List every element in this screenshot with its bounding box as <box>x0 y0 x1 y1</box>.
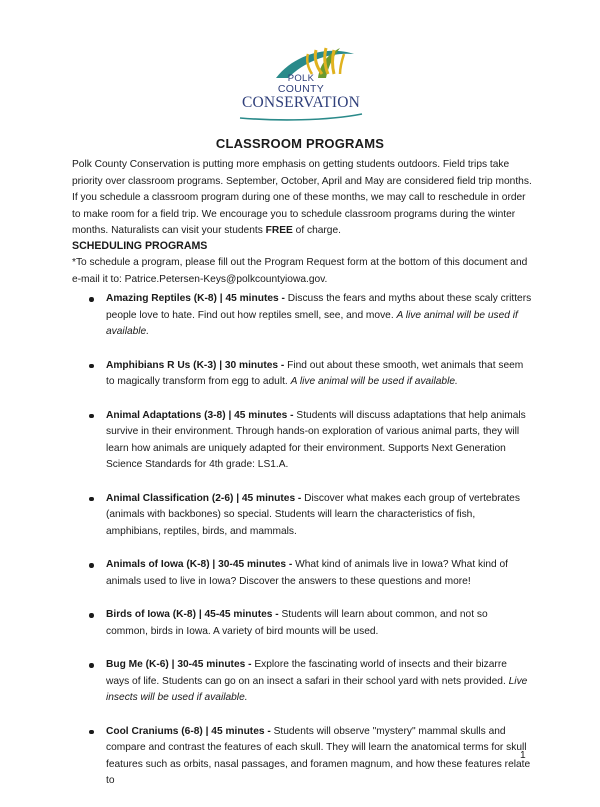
program-title: Animal Adaptations (3-8) | 45 minutes - <box>106 409 294 421</box>
program-title: Amazing Reptiles (K-8) | 45 minutes - <box>106 293 285 304</box>
program-description: Students will discuss adaptations that help animals survive in their environment. Through hands-on exploration of various animal parts, they will learn how animals are uniquely adapted for their environment. Supports Next Generation Science Standards for 4th grade: LS1.A. <box>106 409 526 470</box>
logo-line-county: COUNTY <box>277 83 325 95</box>
program-description: Students will observe "mystery" mammal skulls and compare and contrast the features of each skull. They will learn the anatomical terms for skull features such as orbits, nasal passages, and foramen magnum, and how these features relate to <box>106 725 531 786</box>
page-number: 1 <box>520 750 526 761</box>
program-list <box>72 291 532 807</box>
bullet-icon <box>89 663 94 668</box>
logo-wordmark <box>236 74 366 111</box>
program-item <box>72 724 532 790</box>
program-description: Find out about these smooth, wet animals that seem to magically transform from egg to adult. <box>106 359 524 387</box>
logo-line-polk: POLK <box>287 73 315 84</box>
bullet-icon <box>89 613 94 618</box>
bullet-icon <box>89 297 94 302</box>
polk-county-conservation-logo <box>236 44 366 122</box>
program-title: Animals of Iowa (K-8) | 30-45 minutes - <box>106 559 293 570</box>
program-item <box>72 491 532 541</box>
bullet-icon <box>89 364 94 369</box>
bullet-icon <box>89 414 94 419</box>
program-description: Students will learn about common, and not so common, birds in Iowa. A variety of bird mounts will be used. <box>106 609 488 637</box>
scheduling-heading: SCHEDULING PROGRAMS <box>72 240 208 252</box>
program-title: Animal Classification (2-6) | 45 minutes - <box>106 492 302 504</box>
bullet-icon <box>89 497 94 502</box>
program-description: What kind of animals live in Iowa? What kind of animals used to live in Iowa? Discover the answers to these questions and more! <box>106 559 508 587</box>
program-title: Cool Craniums (6-8) | 45 minutes - <box>106 725 271 737</box>
program-description: Discuss the fears and myths about these scaly critters people love to hate. Find out how reptiles smell, see, and move. <box>106 293 532 321</box>
logo-underline-swoosh-icon <box>236 112 366 122</box>
program-note: A live animal will be used if available. <box>290 376 458 387</box>
program-item <box>72 557 532 590</box>
scheduling-instructions: *To schedule a program, please fill out the Program Request form at the bottom of this document and e-mail it to: Patrice.Petersen-Keys@polkcountyiowa.gov. <box>72 257 528 285</box>
intro-free-emphasis: FREE <box>265 225 293 236</box>
program-title: Bug Me (K-6) | 30-45 minutes - <box>106 659 252 670</box>
logo-line-conservation: CONSERVATION <box>242 94 360 111</box>
program-item <box>72 358 532 391</box>
program-title: Birds of Iowa (K-8) | 45-45 minutes - <box>106 609 279 620</box>
intro-text: Polk County Conservation is putting more emphasis on getting students outdoors. Field trips take priority over classroom programs. September, October, April and May are considered field trip months. If you schedule a classroom program during one of these months, we may call to reschedule in order to make room for a field trip. We encourage you to schedule classroom programs during the winter months. Naturalists can visit your students <box>72 159 532 236</box>
program-item <box>72 408 532 474</box>
program-title: Amphibians R Us (K-3) | 30 minutes - <box>106 359 285 371</box>
bullet-icon <box>89 730 94 735</box>
page-title: CLASSROOM PROGRAMS <box>215 136 385 151</box>
program-description: Explore the fascinating world of insects and their bizarre ways of life. Students can go on an insect a safari in their school yard with nets provided. <box>106 659 509 687</box>
program-item <box>72 291 532 341</box>
program-note: Live insects will be used if available. <box>106 675 528 703</box>
program-description: Discover what makes each group of vertebrates (animals with backbones) so special. Students will learn the characteristics of fish, amphibians, reptiles, birds, and mammals. <box>106 492 520 537</box>
intro-paragraph <box>72 157 532 240</box>
program-item <box>72 607 532 640</box>
intro-text-end: of charge. <box>292 225 341 236</box>
bullet-icon <box>89 563 94 568</box>
program-note: A live animal will be used if available. <box>106 309 518 337</box>
program-item <box>72 657 532 707</box>
